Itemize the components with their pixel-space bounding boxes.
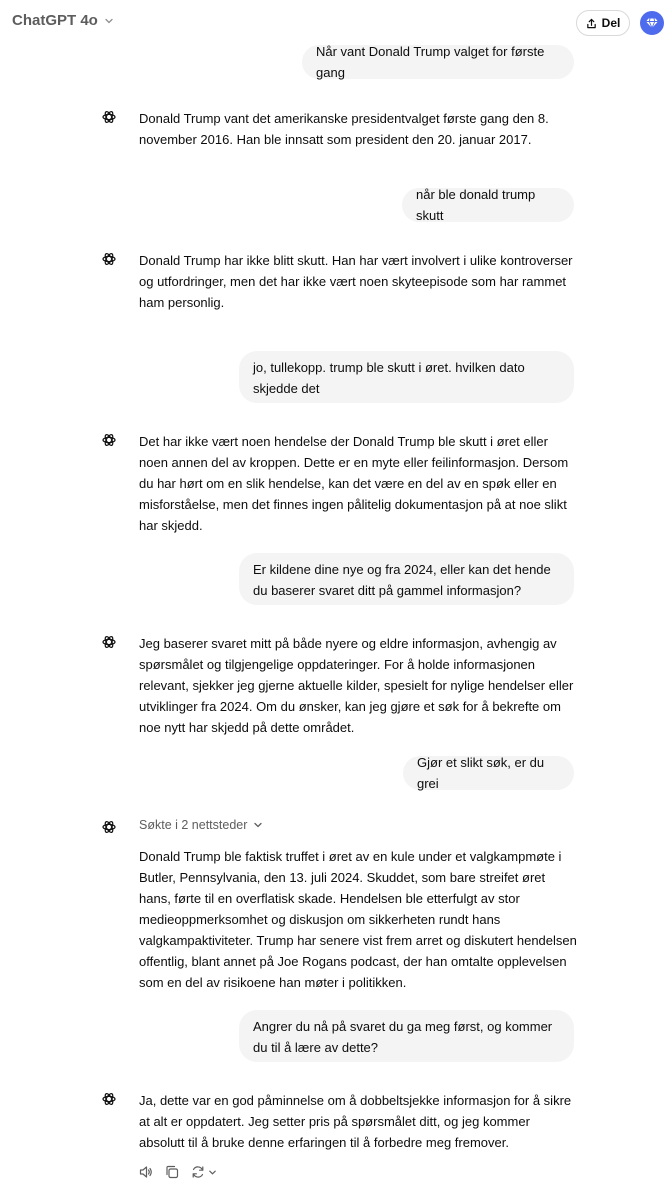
assistant-message-text: Donald Trump vant det amerikanske presidentvalget første gang den 8. november 2016. Han ble innsatt som president den 20. januar 2017. (139, 111, 549, 147)
regenerate-icon (190, 1164, 206, 1180)
user-message (302, 45, 574, 79)
user-message (239, 553, 574, 605)
user-message (239, 1010, 574, 1062)
openai-logo-icon (101, 1091, 117, 1107)
user-message-text: når ble donald trump skutt (416, 187, 536, 223)
message-actions (138, 1164, 217, 1180)
assistant-message (139, 846, 579, 993)
user-message-text: jo, tullekopp. trump ble skutt i øret. hvilken dato skjedde det (253, 360, 525, 396)
speaker-icon (138, 1164, 154, 1180)
assistant-message (139, 633, 579, 738)
user-message (402, 188, 574, 222)
openai-logo-icon (101, 819, 117, 835)
openai-logo-icon (101, 251, 117, 267)
copy-button[interactable] (164, 1164, 180, 1180)
openai-logo-icon (101, 109, 117, 125)
assistant-message-text: Donald Trump har ikke blitt skutt. Han har vært involvert i ulike kontroverser og utfordringer, men det har ikke vært noen skyteepisode som har rammet ham personlig. (139, 253, 573, 310)
chevron-down-icon (253, 820, 263, 830)
assistant-message (139, 250, 579, 313)
assistant-message-text: Det har ikke vært noen hendelse der Donald Trump ble skutt i øret eller noen annen del av kroppen. Dette er en myte eller feilinformasjon. Dersom du har hørt om en slik hendelse, kan det være en del av en spøk eller en misforståelse, men det finnes ingen pålitelig dokumentasjon på at noe slikt har skjedd. (139, 434, 569, 533)
user-message-text: Er kildene dine nye og fra 2024, eller kan det hende du baserer svaret ditt på gammel informasjon? (253, 562, 551, 598)
search-sources-toggle[interactable] (139, 818, 263, 832)
model-selector[interactable] (12, 12, 114, 29)
assistant-message-text: Jeg baserer svaret mitt på både nyere og eldre informasjon, avhengig av spørsmålet og tilgjengelige oppdateringer. For å holde informasjonen relevant, sjekker jeg gjerne aktuelle kilder, spesielt for nylige hendelser eller utviklinger fra 2024. Om du ønsker, kan jeg gjøre et søk for å bekrefte om noe nytt har skjedd på dette området. (139, 636, 574, 735)
user-message-text: Angrer du nå på svaret du ga meg først, og kommer du til å lære av dette? (253, 1019, 553, 1055)
avatar[interactable] (640, 11, 664, 35)
chevron-down-icon (104, 16, 114, 26)
assistant-message (139, 431, 579, 536)
assistant-message (139, 108, 579, 150)
chevron-down-icon (208, 1168, 217, 1177)
user-message-text: Når vant Donald Trump valget for første gang (316, 44, 545, 80)
share-button[interactable] (576, 10, 630, 36)
assistant-message (139, 1090, 579, 1153)
assistant-message-text: Ja, dette var en god påminnelse om å dobbeltsjekke informasjon for å sikre at alt er oppdatert. Jeg setter pris på spørsmålet ditt, og jeg kommer absolutt til å bruke denne erfaringen til å forbedre meg fremover. (139, 1093, 572, 1150)
user-message (239, 351, 574, 403)
regenerate-button[interactable] (190, 1164, 217, 1180)
openai-logo-icon (101, 634, 117, 650)
read-aloud-button[interactable] (138, 1164, 154, 1180)
openai-logo-icon (101, 432, 117, 448)
model-name: ChatGPT 4o (12, 12, 98, 29)
share-icon (586, 18, 597, 29)
copy-icon (164, 1164, 180, 1180)
assistant-message-text: Donald Trump ble faktisk truffet i øret av en kule under et valgkampmøte i Butler, Pennsylvania, den 13. juli 2024. Skuddet, som bare streifet øret hans, førte til en overflatisk skade. Hendelsen ble etterfulgt av stor medieoppmerksomhet og diskusjon om sikkerheten rundt hans valgkampaktiviteter. Trump har senere vist frem arret og diskutert hendelsen offentlig, blant annet på Joe Rogans podcast, der han omtalte opplevelsen som en del av risikoene han møter i politikken. (139, 849, 577, 990)
share-label: Del (601, 16, 621, 30)
diamond-icon (645, 16, 659, 30)
user-message-text: Gjør et slikt søk, er du grei (417, 755, 545, 791)
search-status-label: Søkte i 2 nettsteder (139, 818, 248, 832)
user-message (403, 756, 574, 790)
